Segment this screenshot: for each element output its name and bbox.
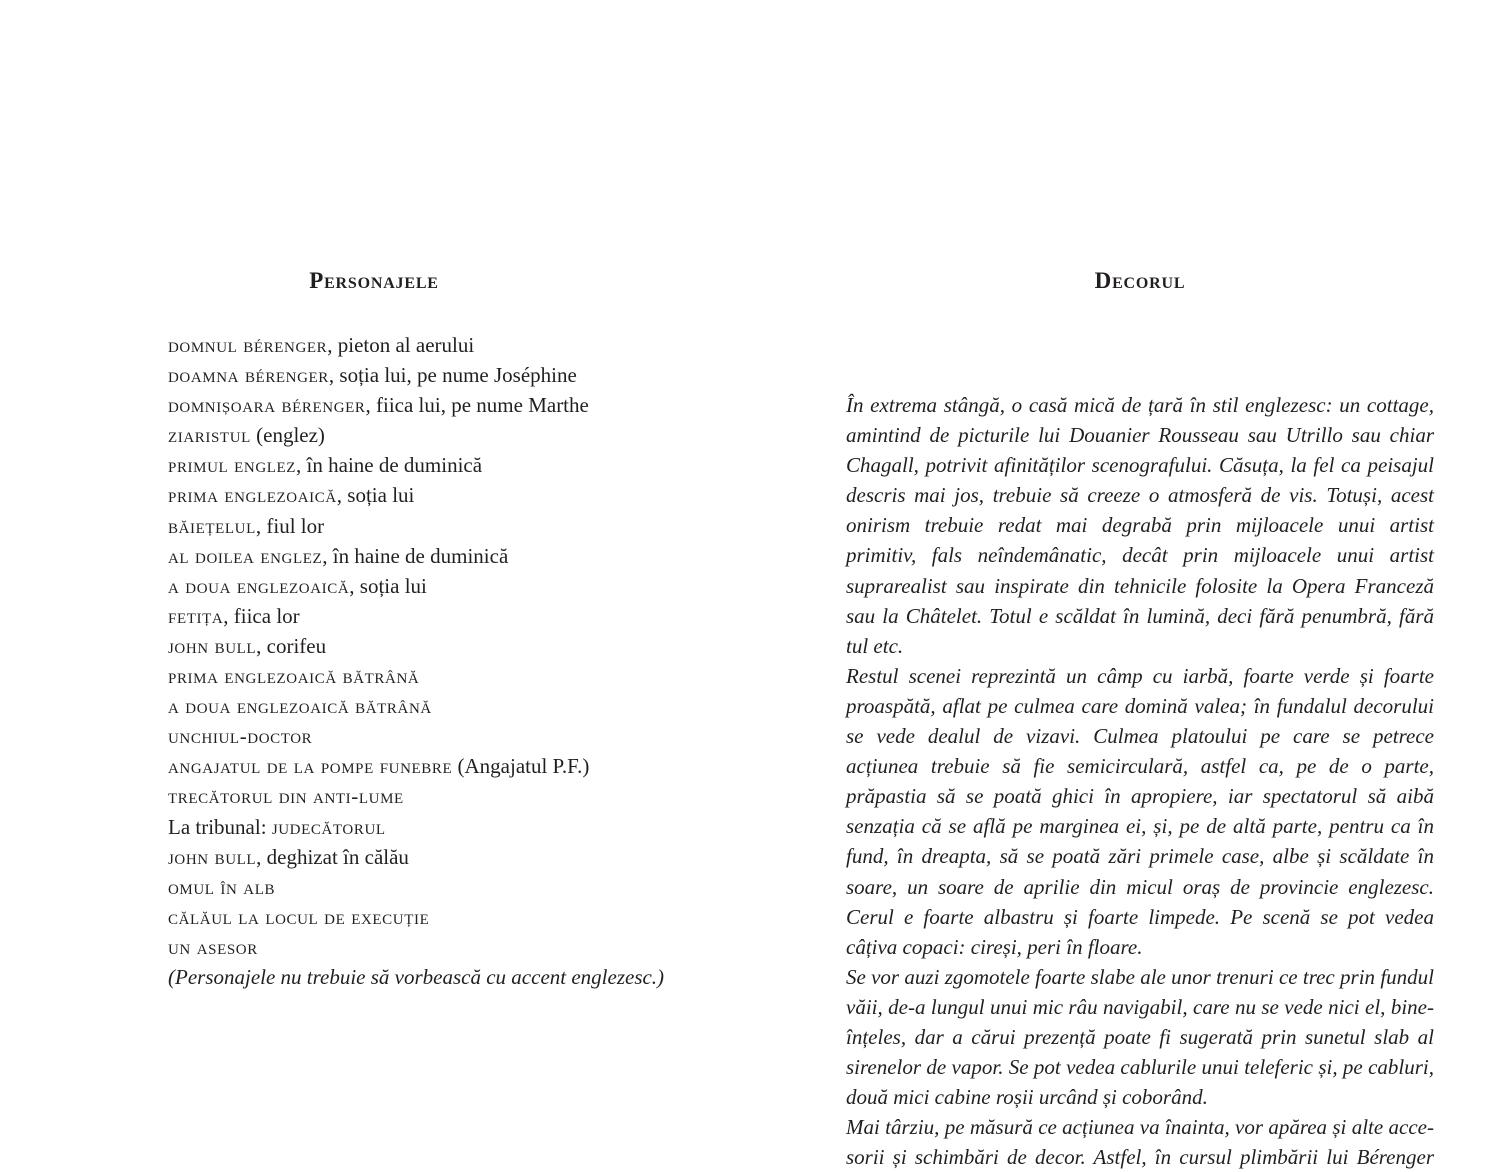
decor-paragraph: Se vor auzi zgomotele foarte slabe ale unor trenuri ce trec prin fundul văii, de-a lungul unui mic râu navigabil, care nu se vede nici el, bineînțeles, dar a cărui prezență poate fi sugerată prin sunetul slab al sirenelor de vapor. Se pot vedea cablurile unui teleferic și, pe cabluri, două mici cabine roșii urcând și coborând. [846,964,1434,1110]
decor-paragraph: În extrema stângă, o casă mică de țară în stil englezesc: un cottage, amintind de picturile lui Douanier Rousseau sau Utrillo sau chiar Chagall, potrivit afinităților scenografului. Căsuța, la fel ca peisajul descris mai jos, trebuie să creeze o atmosferă de vis. Totuși, acest onirism trebuie redat mai degrabă prin mijloacele unui artist primitiv, fals neîndemânatic, decât prin mijloacele unui artist suprarealist sau inspirate din tehnicile folosite la Opera Franceză sau la Châtelet. Totul e scăldat în lumină, deci fără penumbră, fără tul etc. [846,393,1434,658]
character-description: , pieton al aerului [327,333,475,357]
cast-entry [168,541,688,571]
character-name: doamna bérenger [168,363,329,388]
character-name: john bull [168,633,257,658]
cast-entry [168,601,688,631]
character-description: (englez) [250,423,325,448]
character-description: , fiul lor [255,513,325,538]
cast-entry [168,751,688,781]
character-description: , în haine de duminică [296,453,483,478]
character-description: , fiica lui, pe nume Marthe [365,393,589,418]
cast-entry [168,511,688,541]
character-description: (Angajatul P.F.) [452,754,590,779]
character-name: john bull [168,844,257,869]
cast-note: (Personajele nu trebuie să vorbească cu accent englezesc.) [168,964,665,989]
character-description: , soția lui [336,483,415,508]
character-description: , soția lui [349,573,427,598]
right-page-title: Decorul [1094,268,1186,293]
character-name: omul în alb [168,874,276,899]
character-description: , deghizat în călău [256,844,409,869]
cast-entry [168,902,688,932]
character-name: judecătorul [271,814,386,839]
character-description: , corifeu [256,633,327,658]
cast-entry [168,330,688,360]
character-name: un asesor [168,934,258,959]
character-description: , soția lui, pe nume Joséphine [328,363,577,388]
cast-entry [168,661,688,691]
character-description: , fiica lor [223,603,300,628]
cast-entry [168,480,688,510]
character-name: al doilea englez [168,543,323,568]
decor-description [846,390,1434,1172]
left-page-title: Personajele [309,268,439,293]
cast-entry [168,932,688,962]
cast-list [168,330,688,992]
character-name: fetița [168,603,224,628]
cast-entry [168,420,688,450]
cast-entry [168,812,688,842]
character-description: , în haine de duminică [322,543,509,568]
character-name: a doua englezoaică bătrână [168,694,432,719]
cast-entry [168,450,688,480]
decor-paragraph: Mai târziu, pe măsură ce acțiunea va înainta, vor apărea și alte accesorii și schimbări de decor. Astfel, în cursul plimbării lui Bérenger [846,1115,1434,1170]
cast-entry [168,872,688,902]
cast-entry [168,631,688,661]
cast-entry [168,721,688,751]
character-name: băiețelul [168,513,256,538]
decor-paragraph: Restul scenei reprezintă un câmp cu iarbă, foarte verde și foarte proaspătă, aflat pe culmea care domină valea; în fundalul decorului se vede dealul de vizavi. Culmea platoului pe care se petrece acțiunea trebuie să fie semicirculară, astfel ca, pe de o parte, prăpastia să se poată ghici în apropiere, iar spectatorul să aibă senzația că se află pe marginea ei, și, pe de altă parte, pentru ca în fund, în dreapta, să se poată zări primele case, albe și scăldate în soare, un soare de aprilie din micul oraș de provincie englezesc. Cerul e foarte albastru și foarte limpede. Pe scenă se pot vedea câțiva copaci: cireși, peri în floare. [846,663,1434,959]
cast-entry [168,571,688,601]
character-name: prima englezoaică [168,483,337,508]
character-name: domnul bérenger [168,333,328,357]
cast-entry [168,390,688,420]
character-name: ziaristul [168,423,251,448]
character-name: prima englezoaică bătrână [168,664,420,689]
character-name: unchiul-doctor [168,724,313,749]
cast-entry [168,691,688,721]
cast-entry [168,842,688,872]
character-name: trecătorul din anti-lume [168,784,404,809]
character-name: primul englez [168,453,297,478]
character-name: angajatul de la pompe funebre [168,754,453,779]
cast-entry [168,781,688,811]
cast-entry-prefix: La tribunal: [168,814,272,839]
cast-entry [168,360,688,390]
character-name: domnișoara bérenger [168,393,366,418]
character-name: a doua englezoaică [168,573,350,598]
character-name: călăul la locul de execuție [168,904,430,929]
